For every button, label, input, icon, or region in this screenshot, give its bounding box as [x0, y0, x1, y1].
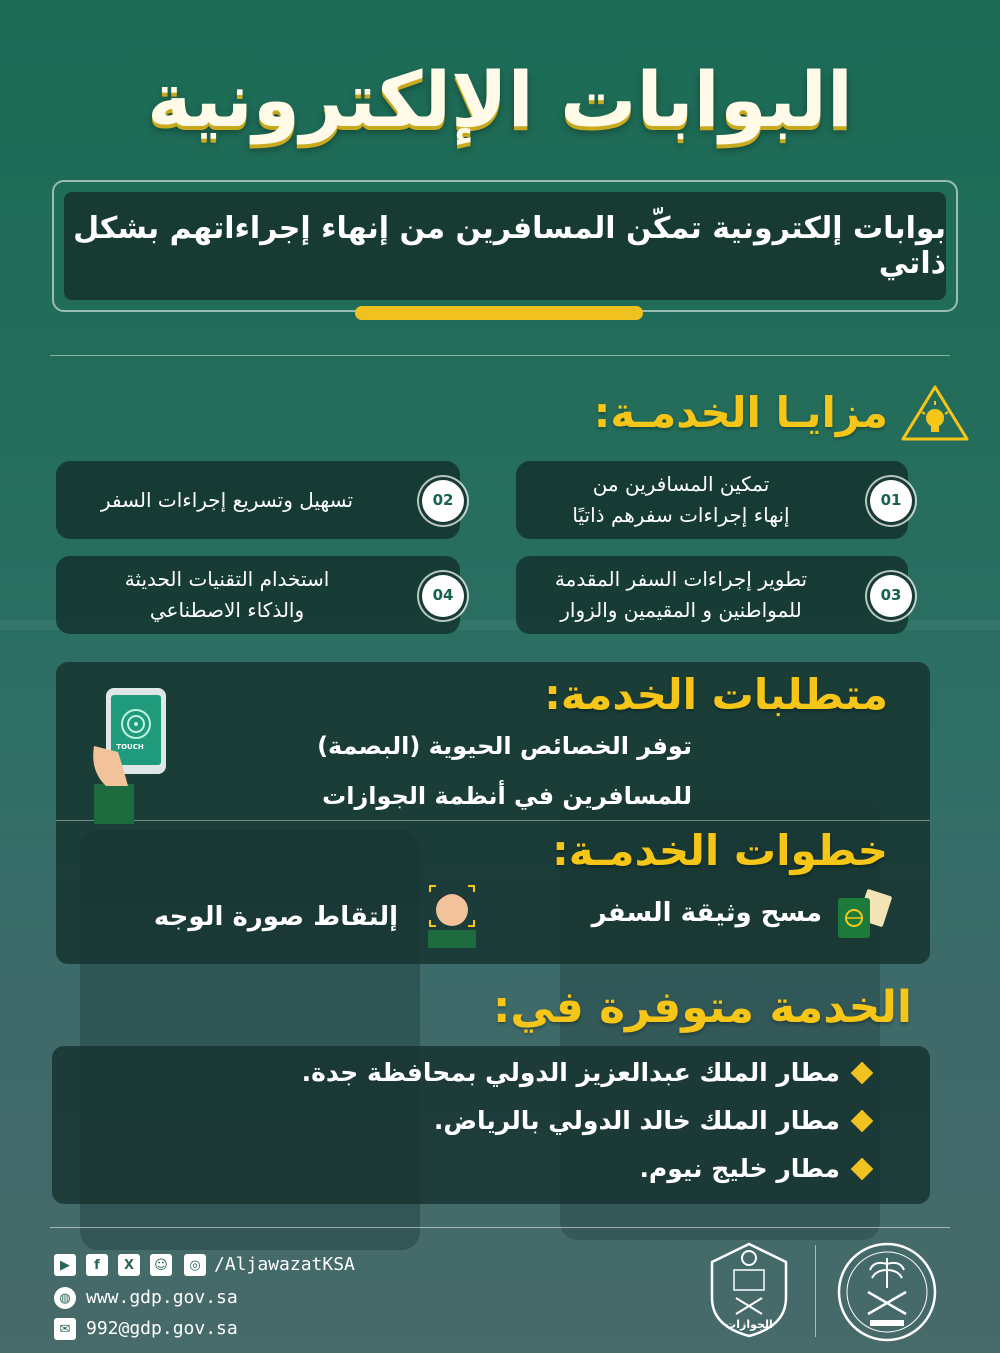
feature-number-badge: 03 — [870, 575, 912, 617]
diamond-bullet-icon — [851, 1109, 874, 1132]
ministry-emblem-logo — [832, 1240, 942, 1344]
feature-card-01 — [516, 461, 908, 539]
requirements-line-2: للمسافرين في أنظمة الجوازات — [322, 782, 692, 810]
divider — [50, 355, 950, 356]
location-item — [434, 1106, 870, 1135]
globe-icon: ◍ — [54, 1287, 76, 1309]
location-text: مطار خليج نيوم. — [639, 1154, 840, 1183]
phone-touch-label: TOUCH — [116, 743, 144, 751]
feature-card-03 — [516, 556, 908, 634]
lightbulb-icon — [900, 384, 970, 442]
social-handle[interactable]: /AljawazatKSA — [214, 1254, 355, 1275]
location-text: مطار الملك خالد الدولي بالرياض. — [433, 1106, 840, 1135]
diamond-bullet-icon — [851, 1157, 874, 1180]
phone-fingerprint-icon — [88, 686, 170, 824]
subtitle-accent-bar — [355, 306, 643, 320]
requirements-line-1: توفر الخصائص الحيوية (البصمة) — [317, 732, 692, 760]
x-icon[interactable]: X — [118, 1254, 140, 1276]
youtube-icon[interactable]: ▶ — [54, 1254, 76, 1276]
requirements-heading: متطلبات الخدمة: — [544, 670, 888, 719]
feature-number-badge: 02 — [422, 480, 464, 522]
logo-separator — [815, 1245, 816, 1337]
subtitle-box — [64, 192, 946, 300]
steps-heading: خطوات الخدمـة: — [551, 826, 888, 875]
email-link[interactable]: 992@gdp.gov.sa — [86, 1318, 238, 1339]
feature-number-badge: 04 — [422, 575, 464, 617]
location-text: مطار الملك عبدالعزيز الدولي بمحافظة جدة. — [301, 1058, 840, 1087]
face-scan-icon — [424, 882, 480, 950]
step-scan-document: مسح وثيقة السفر — [591, 898, 822, 928]
location-item — [639, 1154, 870, 1183]
feature-text: تمكين المسافرين من إنهاء إجراءات سفرهم ذاتيًا — [572, 472, 790, 527]
page-title: البوابات الإلكترونية — [147, 55, 853, 144]
jawazat-caption: الجوازات — [725, 1318, 773, 1331]
panel-divider — [56, 820, 930, 821]
instagram-icon[interactable]: ◎ — [184, 1254, 206, 1276]
diamond-bullet-icon — [851, 1061, 874, 1084]
feature-card-02 — [56, 461, 460, 539]
feature-text: تسهيل وتسريع إجراءات السفر — [100, 487, 354, 512]
features-heading: مزايـا الخدمـة: — [593, 388, 888, 437]
feature-text: تطوير إجراءات السفر المقدمة للمواطنين و المقيمين والزوار — [554, 567, 808, 622]
subtitle-text: بوابات إلكترونية تمكّن المسافرين من إنهاء إجراءاتهم بشكل ذاتي — [73, 211, 946, 281]
availability-heading: الخدمة متوفرة في: — [492, 982, 912, 1033]
website-link[interactable]: www.gdp.gov.sa — [86, 1287, 238, 1308]
snapchat-icon[interactable]: ☺ — [150, 1254, 172, 1276]
feature-text: استخدام التقنيات الحديثة والذكاء الاصطناعي — [124, 567, 330, 622]
feature-number-badge: 01 — [870, 480, 912, 522]
facebook-icon[interactable]: f — [86, 1254, 108, 1276]
passport-icon — [834, 888, 892, 940]
location-item — [302, 1058, 870, 1087]
feature-card-04 — [56, 556, 460, 634]
email-icon: ✉ — [54, 1318, 76, 1340]
step-face-capture: إلتقاط صورة الوجه — [153, 902, 398, 932]
footer-divider — [50, 1227, 950, 1228]
